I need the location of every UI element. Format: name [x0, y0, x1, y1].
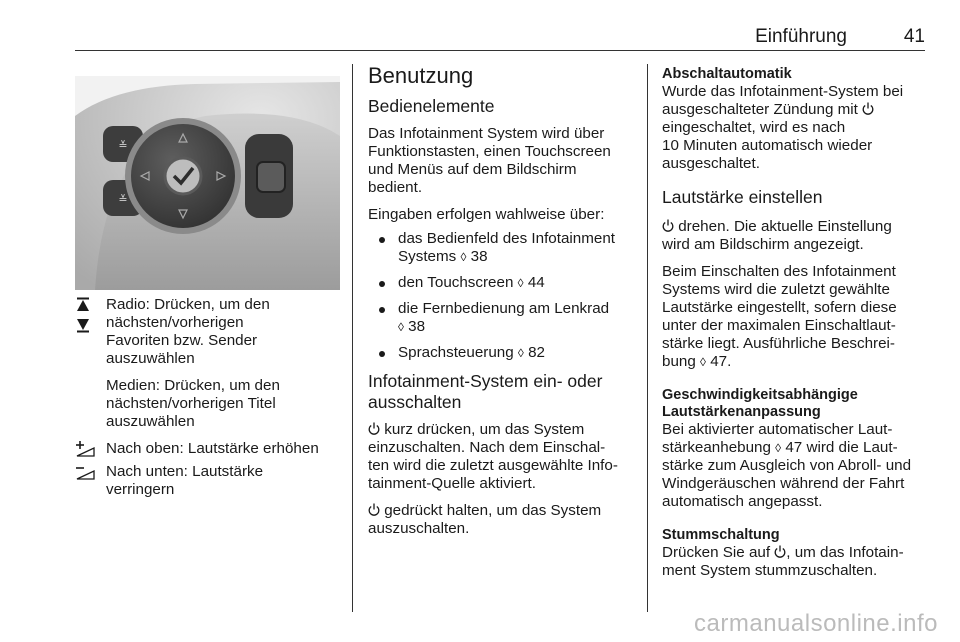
svg-text:≚: ≚: [118, 193, 128, 206]
column-divider-2: [647, 64, 648, 612]
subheading-ein-ausschalten: Infotainment-System ein- oder ausschalten: [368, 371, 603, 412]
list-item: das Bedienfeld des Infotainment Systems ◊ 38: [368, 230, 643, 266]
bullet-icon: [379, 307, 385, 313]
svg-text:≚: ≚: [118, 139, 128, 152]
cross-ref-icon: ◊: [398, 320, 404, 334]
volume-up-icon: [75, 440, 95, 458]
volume-down-row: [75, 463, 345, 499]
mute-paragraph: Drücken Sie auf , um das Infotain- ment System stummzuschalten.: [662, 544, 904, 579]
cross-ref-icon: ◊: [517, 276, 524, 290]
subheading-bedienelemente: Bedienelemente: [368, 96, 495, 116]
bullet-icon: [379, 281, 385, 287]
input-methods-paragraph: Eingaben erfolgen wahlweise über:: [368, 206, 605, 223]
power-icon: [662, 219, 674, 233]
page-number: 41: [903, 26, 925, 47]
bullet-icon: [379, 237, 385, 243]
power-off-paragraph: gedrückt halten, um das System auszuschalten.: [368, 502, 602, 537]
power-icon: [862, 102, 874, 116]
page-title: Einführung: [755, 26, 847, 47]
radio-media-description: [75, 296, 345, 431]
input-methods-list: [368, 230, 643, 362]
auto-off-paragraph: Wurde das Infotainment-System bei ausgeschalteter Zündung mit eingeschaltet, wird es nach 10 Minuten automatisch wieder ausgeschaltet.: [662, 83, 904, 172]
heading-abschaltautomatik: Abschaltautomatik: [662, 66, 792, 82]
page-header: [75, 24, 925, 51]
cross-ref-icon: ◊: [775, 441, 782, 455]
cross-ref-icon: ◊: [460, 250, 467, 264]
power-on-paragraph: kurz drücken, um das System einzuschalten. Nach dem Einschal- ten wird die zuletzt ausgewählte Info- tainment-Quelle aktiviert.: [368, 421, 618, 492]
volume-up-text: Nach oben: Lautstärke erhöhen: [106, 440, 319, 457]
power-icon: [774, 545, 786, 559]
bullet-icon: [379, 351, 385, 357]
column-divider-1: [352, 64, 353, 612]
right-column: [662, 66, 932, 589]
subheading-lautstaerke: Lautstärke einstellen: [662, 187, 823, 207]
list-item: die Fernbedienung am Lenkrad ◊ 38: [368, 300, 643, 336]
volume-down-text: Nach unten: Lautstärke verringern: [106, 463, 264, 498]
seek-up-down-icon: [75, 297, 91, 333]
radio-text: Radio: Drücken, um den nächsten/vorherigen Favoriten bzw. Sender auszuwählen: [106, 296, 270, 367]
volume-paragraph-1: drehen. Die aktuelle Einstellung wird am Bildschirm angezeigt.: [662, 218, 892, 253]
left-column: [75, 296, 345, 499]
volume-up-row: [75, 440, 345, 458]
list-item: Sprachsteuerung ◊ 82: [368, 344, 643, 362]
steering-wheel-controls-photo: [75, 76, 340, 290]
section-heading-benutzung: Benutzung: [368, 63, 474, 88]
cross-ref-icon: ◊: [517, 346, 524, 360]
power-icon: [368, 503, 380, 517]
volume-paragraph-2: Beim Einschalten des Infotainment Systems wird die zuletzt gewählte Lautstärke eingestellt, sofern diese unter der maximalen Einschaltlaut- stärke liegt. Ausführliche Beschrei- bung ◊ 47.: [662, 263, 897, 370]
speed-volume-paragraph: Bei aktivierter automatischer Laut- stärkeanhebung ◊ 47 wird die Laut- stärke zum Ausgleich von Abroll- und Windgeräuschen während der Fahrt automatisch angepasst.: [662, 421, 912, 510]
media-text: Medien: Drücken, um den nächsten/vorherigen Titel auszuwählen: [106, 377, 280, 430]
watermark: carmanualsonline.info: [694, 610, 938, 637]
intro-paragraph: Das Infotainment System wird über Funktionstasten, einen Touchscreen und Menüs auf dem Bildschirm bedient.: [368, 125, 611, 196]
heading-stummschaltung: Stummschaltung: [662, 527, 780, 543]
cross-ref-icon: ◊: [700, 355, 706, 369]
heading-geschwindigkeit: Geschwindigkeitsabhängige Lautstärkenanpassung: [662, 387, 858, 420]
power-icon: [368, 422, 380, 436]
list-item: den Touchscreen ◊ 44: [368, 274, 643, 292]
volume-down-icon: [75, 463, 95, 481]
middle-column: [368, 62, 643, 547]
